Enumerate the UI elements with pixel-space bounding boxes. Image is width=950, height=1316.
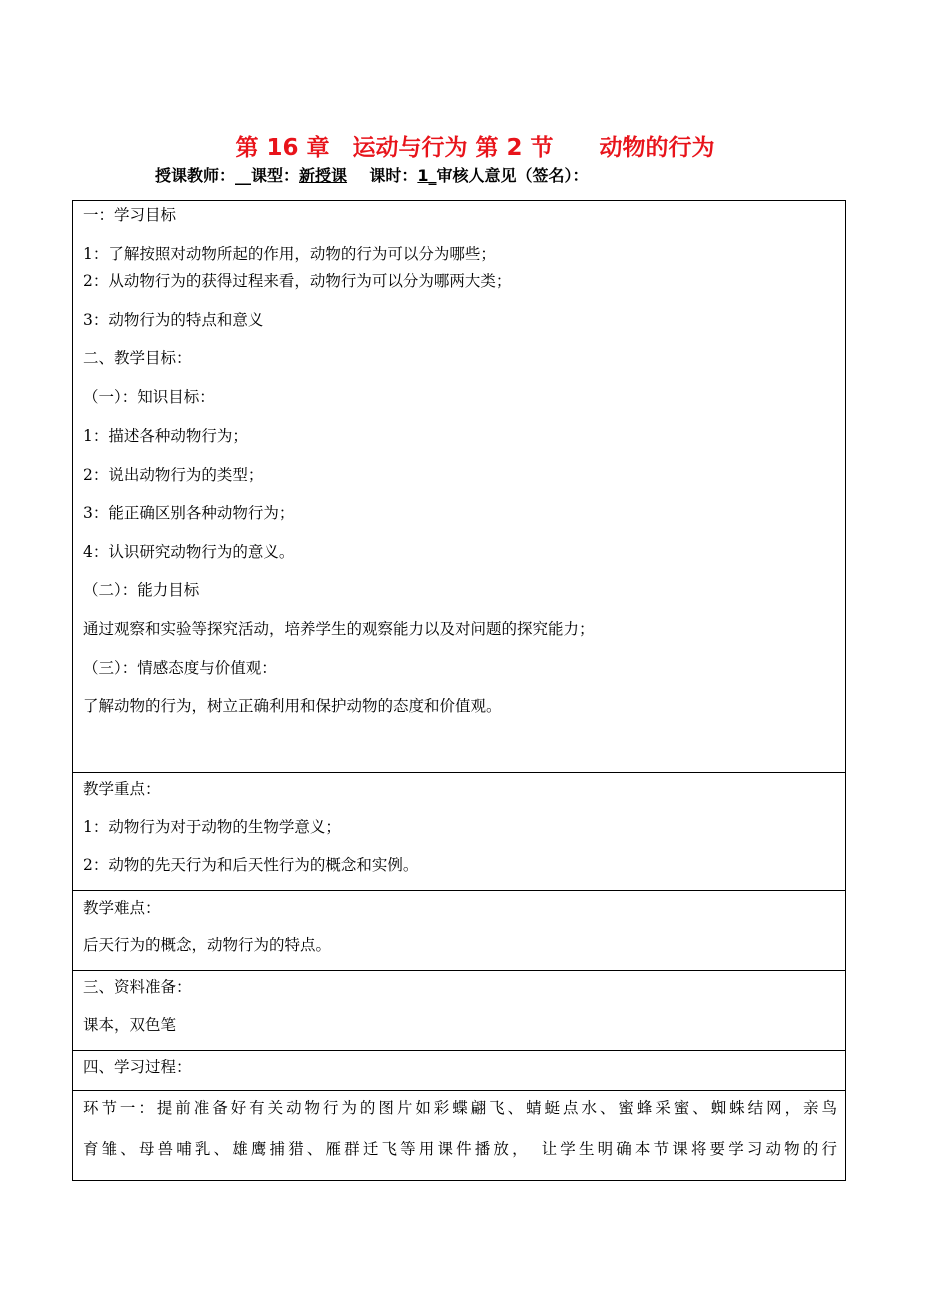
type-value: 新授课 [299, 166, 348, 185]
sub-heading: （二）：能力目标 [83, 581, 200, 599]
text-line: 1：描述各种动物行为； [83, 427, 248, 445]
text-line: 1：了解按照对动物所起的作用，动物的行为可以分为哪些； [83, 245, 496, 263]
text-line: 2：从动物行为的获得过程来看，动物行为可以分为哪两大类； [83, 272, 512, 290]
text-line: 2：动物的先天行为和后天性行为的概念和实例。 [83, 856, 419, 874]
section-heading: 教学重点： [83, 780, 161, 798]
section-heading: 教学难点： [83, 899, 161, 917]
lesson-meta [155, 165, 589, 187]
text-line: 4：认识研究动物行为的意义。 [83, 543, 295, 561]
text-line: 3：动物行为的特点和意义 [83, 311, 264, 329]
text-line: 了解动物的行为，树立正确利用和保护动物的态度和价值观。 [83, 697, 502, 715]
key-points-section [73, 773, 845, 891]
sub-heading: （一）：知识目标： [83, 388, 215, 406]
text-line: 1：动物行为对于动物的生物学意义； [83, 818, 341, 836]
process-section [73, 1051, 845, 1091]
review-label: 审核人意见（签名）： [436, 166, 589, 185]
objectives-section [73, 201, 845, 773]
sub-heading: （三）：情感态度与价值观： [83, 659, 277, 677]
teacher-label: 授课教师： [155, 166, 236, 185]
text-line: 课本，双色笔 [83, 1016, 177, 1034]
text-line: 育雏、母兽哺乳、雄鹰捕猎、雁群迁飞等用课件播放， 让学生明确本节课将要学习动物的行 [83, 1140, 837, 1158]
teacher-blank: __ [235, 166, 252, 185]
step1-section [73, 1091, 845, 1181]
difficulties-section [73, 891, 845, 971]
text-line: 后天行为的概念，动物行为的特点。 [83, 936, 332, 954]
text-line: 2：说出动物行为的类型； [83, 466, 264, 484]
hours-value: 1_ [417, 166, 437, 185]
section-heading: 二、教学目标： [83, 349, 192, 367]
text-line: 3：能正确区别各种动物行为； [83, 504, 295, 522]
section-heading: 一：学习目标 [83, 206, 177, 224]
text-line: 环节一：提前准备好有关动物行为的图片如彩蝶翩飞、蜻蜓点水、蜜蜂采蜜、蜘蛛结网，亲鸟 [83, 1099, 837, 1117]
hours-label: 课时： [369, 166, 418, 185]
lesson-plan-table [72, 200, 846, 1181]
section-heading: 四、学习过程： [83, 1058, 192, 1076]
page-title: 第 16 章 运动与行为 第 2 节 动物的行为 [235, 135, 715, 161]
text-line: 通过观察和实验等探究活动，培养学生的观察能力以及对问题的探究能力； [83, 620, 595, 638]
type-label: 课型： [251, 166, 300, 185]
section-heading: 三、资料准备： [83, 978, 192, 996]
materials-section [73, 971, 845, 1051]
